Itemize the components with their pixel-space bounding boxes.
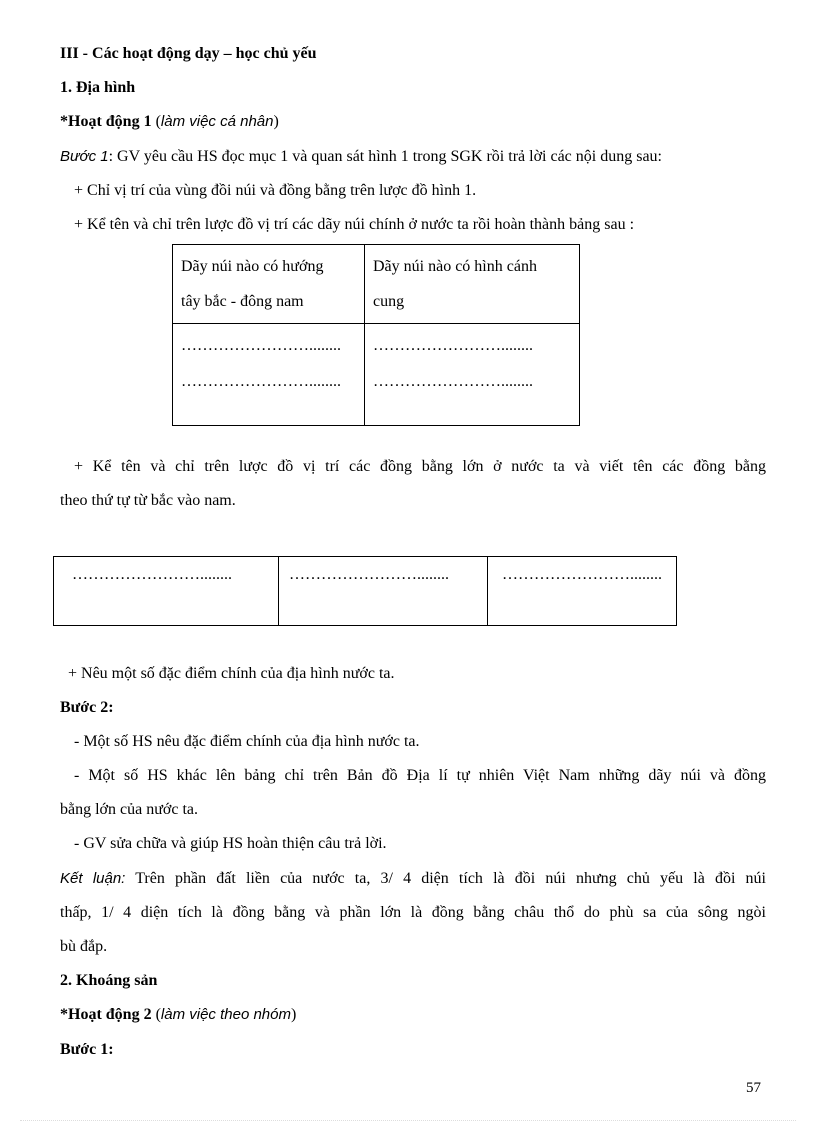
- conclusion-text-1: Trên phần đất liền của nước ta, 3/ 4 diện tích là đồi núi nhưng chủ yếu là đồi núi: [125, 870, 766, 887]
- dots-line: ……………………........: [373, 337, 533, 354]
- dots-line: ……………………........: [72, 566, 232, 583]
- dash-2-line-1: - Một số HS khác lên bảng chỉ trên Bản đồ Địa lí tự nhiên Việt Nam những dãy núi và đồng: [74, 767, 766, 784]
- activity-2-open: (: [151, 1006, 161, 1023]
- bullet-2: + Kể tên và chỉ trên lược đồ vị trí các dãy núi chính ở nước ta rồi hoàn thành bảng sau :: [74, 216, 635, 233]
- activity-2-close: ): [290, 1006, 297, 1023]
- plains-table: [53, 556, 677, 626]
- conclusion-line-3: bù đắp.: [60, 938, 108, 955]
- page-number: 57: [746, 1080, 761, 1096]
- step-1-text: : GV yêu cầu HS đọc mục 1 và quan sát hình 1 trong SGK rồi trả lời các nội dung sau:: [108, 148, 662, 165]
- mountain-table-header-2: [365, 245, 580, 324]
- header-1-line-2: tây bắc - đông nam: [181, 293, 304, 310]
- dots-line: ……………………........: [181, 337, 341, 354]
- activity-2-title: *Hoạt động 2: [60, 1006, 152, 1023]
- plains-cell-2[interactable]: [279, 557, 488, 626]
- header-2-line-1: Dãy núi nào có hình cánh: [373, 258, 537, 275]
- dots-line: ……………………........: [502, 566, 662, 583]
- dots-line: ……………………........: [181, 373, 341, 390]
- subheading-terrain: 1. Địa hình: [60, 79, 136, 96]
- mountain-table-cell-2[interactable]: [365, 324, 580, 426]
- conclusion-label: Kết luận:: [60, 870, 126, 887]
- step-1-label: Bước 1: [60, 148, 109, 165]
- section-heading: III - Các hoạt động dạy – học chủ yếu: [60, 45, 317, 62]
- conclusion-line-1: [60, 869, 766, 889]
- bullet-3-line-1: + Kể tên và chỉ trên lược đồ vị trí các đồng bằng lớn ở nước ta và viết tên các đồng bằng: [74, 458, 766, 475]
- step-1-paragraph: [60, 147, 662, 167]
- bullet-4: + Nêu một số đặc điểm chính của địa hình nước ta.: [68, 665, 395, 682]
- activity-1-note: làm việc cá nhân: [160, 113, 274, 130]
- step-2-label: Bước 2:: [60, 699, 114, 716]
- conclusion-line-2: thấp, 1/ 4 diện tích là đồng bằng và phần lớn là đồng bằng châu thổ do phù sa của sông ngòi: [60, 904, 766, 921]
- activity-2-note: làm việc theo nhóm: [160, 1006, 291, 1023]
- activity-1-title: *Hoạt động 1: [60, 113, 152, 130]
- mountain-table-cell-1[interactable]: [173, 324, 365, 426]
- bottom-rule: [20, 1120, 796, 1121]
- activity-1-close: ): [273, 113, 279, 130]
- mountain-table-header-1: [173, 245, 365, 324]
- dots-line: ……………………........: [373, 373, 533, 390]
- dash-3: - GV sửa chữa và giúp HS hoàn thiện câu trả lời.: [74, 835, 387, 852]
- dash-1: - Một số HS nêu đặc điểm chính của địa hình nước ta.: [74, 733, 420, 750]
- activity-1-open: (: [151, 113, 161, 130]
- bullet-3-line-2: theo thứ tự từ bắc vào nam.: [60, 492, 236, 509]
- dash-2-line-2: bằng lớn của nước ta.: [60, 801, 198, 818]
- dots-line: ……………………........: [289, 566, 449, 583]
- step-1b-label: Bước 1:: [60, 1041, 114, 1058]
- header-2-line-2: cung: [373, 293, 405, 310]
- activity-1-heading: [60, 112, 279, 132]
- plains-cell-3[interactable]: [488, 557, 677, 626]
- subheading-minerals: 2. Khoáng sản: [60, 972, 158, 989]
- bullet-1: + Chỉ vị trí của vùng đồi núi và đồng bằng trên lược đồ hình 1.: [74, 182, 477, 199]
- mountain-table: [172, 244, 580, 426]
- activity-2-heading: [60, 1005, 296, 1025]
- plains-cell-1[interactable]: [54, 557, 279, 626]
- header-1-line-1: Dãy núi nào có hướng: [181, 258, 324, 275]
